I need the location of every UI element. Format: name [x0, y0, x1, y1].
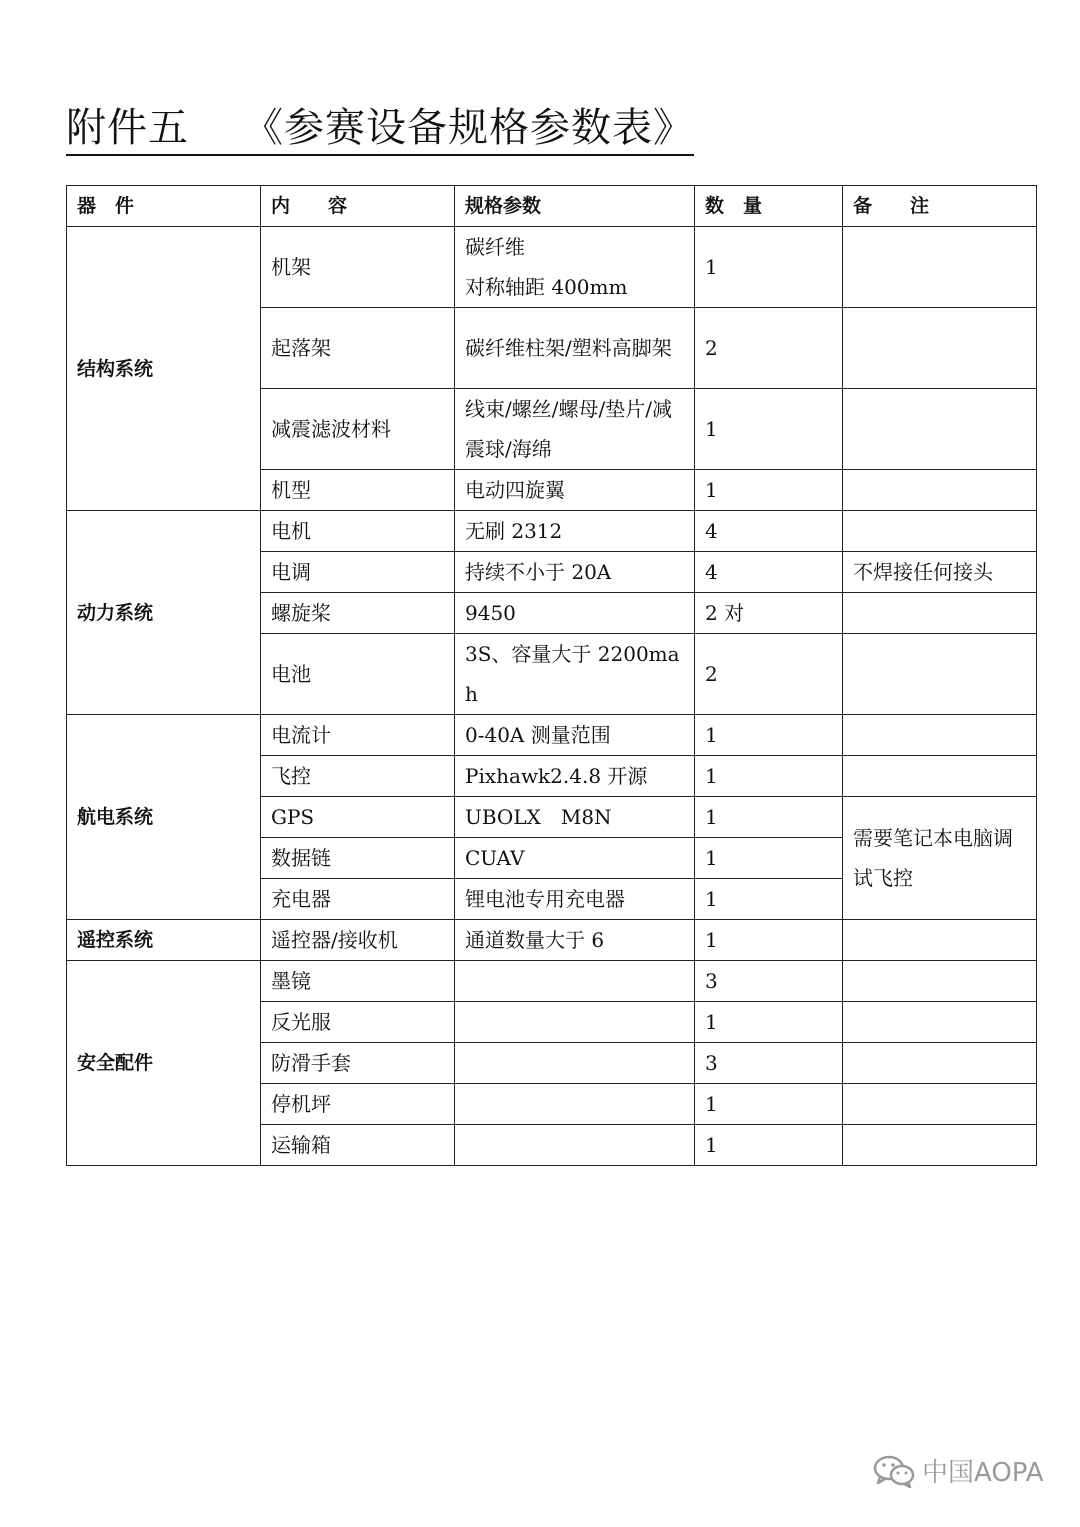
category-cell: 安全配件: [67, 961, 261, 1166]
note-cell: 不焊接任何接头: [843, 552, 1037, 593]
note-cell: [843, 227, 1037, 308]
qty-cell: 1: [695, 470, 843, 511]
content-cell: 反光服: [261, 1002, 455, 1043]
category-cell: 遥控系统: [67, 920, 261, 961]
spec-cell: CUAV: [455, 838, 695, 879]
content-cell: 电调: [261, 552, 455, 593]
spec-table: [66, 185, 1037, 1166]
note-cell: [843, 961, 1037, 1002]
spec-cell: 碳纤维柱架/塑料高脚架: [455, 308, 695, 389]
note-cell-merged: 需要笔记本电脑调试飞控: [843, 797, 1037, 920]
note-cell: [843, 634, 1037, 715]
header-content: 内 容: [261, 186, 455, 227]
content-cell: 飞控: [261, 756, 455, 797]
spec-cell: [455, 1125, 695, 1166]
content-cell: 遥控器/接收机: [261, 920, 455, 961]
note-cell: [843, 593, 1037, 634]
note-cell: [843, 715, 1037, 756]
content-cell: 机架: [261, 227, 455, 308]
spec-cell: 锂电池专用充电器: [455, 879, 695, 920]
table-row: [67, 920, 1037, 961]
note-cell: [843, 470, 1037, 511]
content-cell: 减震滤波材料: [261, 389, 455, 470]
note-cell: [843, 920, 1037, 961]
watermark: [872, 1452, 1044, 1489]
qty-cell: 1: [695, 389, 843, 470]
spec-cell: [455, 1002, 695, 1043]
qty-cell: 4: [695, 552, 843, 593]
note-cell: [843, 389, 1037, 470]
spec-cell: 通道数量大于 6: [455, 920, 695, 961]
header-spec: 规格参数: [455, 186, 695, 227]
spec-cell: 电动四旋翼: [455, 470, 695, 511]
note-cell: [843, 511, 1037, 552]
content-cell: 螺旋桨: [261, 593, 455, 634]
content-cell: 防滑手套: [261, 1043, 455, 1084]
table-row: [67, 511, 1037, 552]
spec-line: 对称轴距 400mm: [465, 275, 628, 299]
content-cell: 充电器: [261, 879, 455, 920]
spec-cell: 线束/螺丝/螺母/垫片/减震球/海绵: [455, 389, 695, 470]
spec-cell: 3S、容量大于 2200mah: [455, 634, 695, 715]
qty-cell: 1: [695, 715, 843, 756]
note-cell: [843, 1125, 1037, 1166]
note-cell: [843, 1084, 1037, 1125]
note-cell: [843, 1002, 1037, 1043]
qty-cell: 1: [695, 797, 843, 838]
content-cell: 墨镜: [261, 961, 455, 1002]
qty-cell: 2: [695, 308, 843, 389]
title-prefix: 附件五: [66, 105, 189, 151]
table-row: [67, 227, 1037, 308]
spec-cell: 无刷 2312: [455, 511, 695, 552]
note-cell: [843, 756, 1037, 797]
qty-cell: 1: [695, 879, 843, 920]
content-cell: 数据链: [261, 838, 455, 879]
watermark-text: 中国AOPA: [922, 1458, 1044, 1488]
qty-cell: 1: [695, 1002, 843, 1043]
title-underline: [66, 154, 666, 155]
content-cell: 电流计: [261, 715, 455, 756]
qty-cell: 4: [695, 511, 843, 552]
note-cell: [843, 1043, 1037, 1084]
header-quantity: 数 量: [695, 186, 843, 227]
spec-cell: [455, 1043, 695, 1084]
qty-cell: 2 对: [695, 593, 843, 634]
spec-cell: [455, 227, 695, 308]
spec-cell: Pixhawk2.4.8 开源: [455, 756, 695, 797]
note-cell: [843, 308, 1037, 389]
qty-cell: 1: [695, 920, 843, 961]
title-name: 《参赛设备规格参数表》: [243, 105, 694, 151]
content-cell: GPS: [261, 797, 455, 838]
category-cell: 动力系统: [67, 511, 261, 715]
header-note: 备 注: [843, 186, 1037, 227]
content-cell: 起落架: [261, 308, 455, 389]
content-cell: 运输箱: [261, 1125, 455, 1166]
qty-cell: 1: [695, 227, 843, 308]
qty-cell: 2: [695, 634, 843, 715]
qty-cell: 1: [695, 1125, 843, 1166]
page-title: [66, 104, 694, 156]
spec-cell: 持续不小于 20A: [455, 552, 695, 593]
qty-cell: 1: [695, 838, 843, 879]
qty-cell: 1: [695, 1084, 843, 1125]
spec-cell: [455, 1084, 695, 1125]
table-row: [67, 715, 1037, 756]
qty-cell: 3: [695, 961, 843, 1002]
spec-cell: 9450: [455, 593, 695, 634]
header-component: 器 件: [67, 186, 261, 227]
spec-cell: 0-40A 测量范围: [455, 715, 695, 756]
content-cell: 停机坪: [261, 1084, 455, 1125]
category-cell: 航电系统: [67, 715, 261, 920]
content-cell: 机型: [261, 470, 455, 511]
spec-line: 碳纤维: [465, 235, 525, 259]
table-header-row: [67, 186, 1037, 227]
spec-cell: [455, 961, 695, 1002]
table-row: [67, 961, 1037, 1002]
spec-cell: UBOLX M8N: [455, 797, 695, 838]
category-cell: 结构系统: [67, 227, 261, 511]
qty-cell: 1: [695, 756, 843, 797]
content-cell: 电机: [261, 511, 455, 552]
qty-cell: 3: [695, 1043, 843, 1084]
wechat-icon: [872, 1453, 916, 1489]
content-cell: 电池: [261, 634, 455, 715]
